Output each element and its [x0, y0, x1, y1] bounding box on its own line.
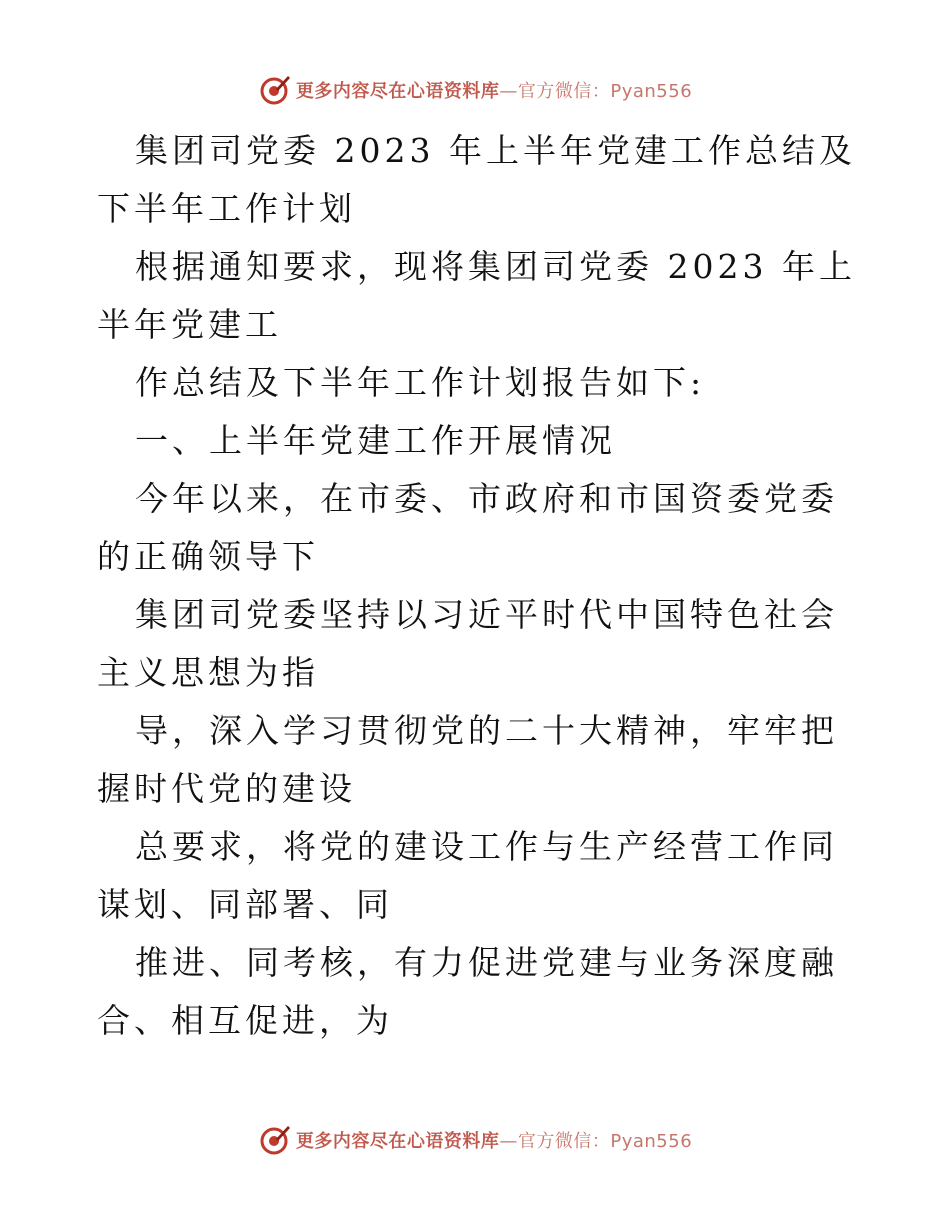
header-banner-brand: 更多内容尽在心语资料库 — [295, 81, 500, 102]
document-title: 集团司党委 2023 年上半年党建工作总结及下半年工作计划 — [97, 131, 856, 228]
footer-banner-contact: —官方微信：Pyan556 — [499, 1131, 693, 1152]
header-banner-text — [296, 77, 692, 103]
paragraph: 今年以来，在市委、市政府和市国资委党委的正确领导下 — [97, 479, 838, 576]
document-body — [97, 122, 857, 1050]
footer-watermark — [0, 1120, 950, 1160]
paragraph: 作总结及下半年工作计划报告如下: — [135, 363, 706, 402]
brand-logo-icon — [258, 1123, 292, 1157]
paragraph: 根据通知要求，现将集团司党委 2023 年上半年党建工 — [97, 247, 856, 344]
footer-banner-text — [296, 1127, 692, 1153]
section-heading: 一、上半年党建工作开展情况 — [135, 421, 616, 460]
paragraph: 总要求，将党的建设工作与生产经营工作同谋划、同部署、同 — [97, 827, 838, 924]
footer-banner-brand: 更多内容尽在心语资料库 — [295, 1131, 500, 1152]
header-banner-contact: —官方微信：Pyan556 — [499, 81, 693, 102]
paragraph: 推进、同考核，有力促进党建与业务深度融合、相互促进，为 — [97, 943, 838, 1040]
paragraph: 集团司党委坚持以习近平时代中国特色社会主义思想为指 — [97, 595, 838, 692]
header-watermark — [0, 70, 950, 110]
paragraph: 导，深入学习贯彻党的二十大精神，牢牢把握时代党的建设 — [97, 711, 838, 808]
brand-logo-icon — [258, 73, 292, 107]
